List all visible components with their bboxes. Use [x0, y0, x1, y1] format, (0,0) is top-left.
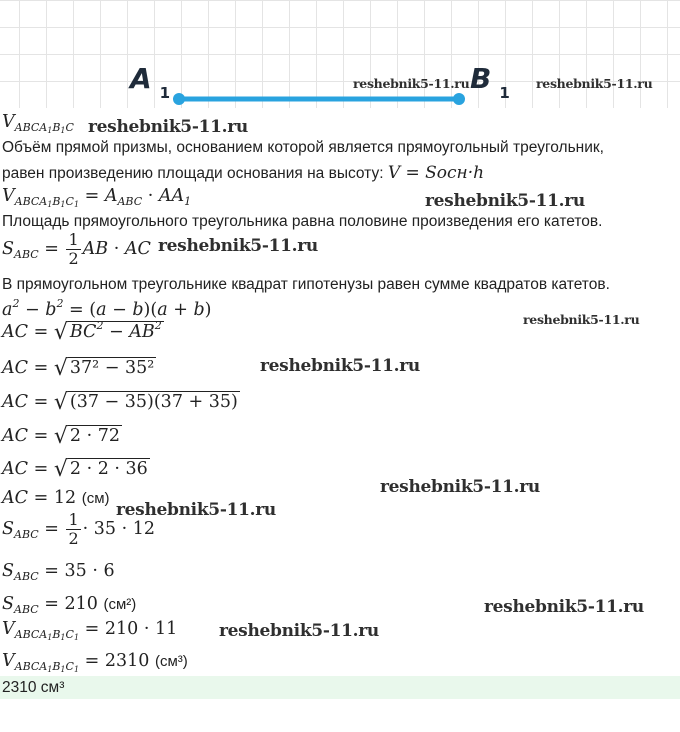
- point-b1-label: B 1: [470, 62, 510, 102]
- math-area-formula: $S_{ABC}$ = $\frac{1}{2}$ AB · AC: [2, 230, 151, 268]
- segment-a1b1: [0, 0, 680, 110]
- math-ac-result: AC = 12 (см): [2, 488, 110, 508]
- watermark: reshebnik5-11.ru: [260, 356, 420, 376]
- math-volume-equation: $V_{ABCA_1B_1C_1} = A_{ABC} \cdot AA_1$: [2, 186, 192, 209]
- watermark: reshebnik5-11.ru: [484, 597, 644, 617]
- watermark: reshebnik5-11.ru: [88, 117, 248, 137]
- watermark: reshebnik5-11.ru: [116, 500, 276, 520]
- math-area-step2: $S_{ABC} = 35 \cdot 6$: [2, 561, 115, 583]
- watermark: reshebnik5-11.ru: [425, 191, 585, 211]
- math-volume-result: $V_{ABCA_1B_1C_1} = 2310$ (см³): [2, 651, 188, 674]
- math-area-result: $S_{ABC} = 210$ (см²): [2, 594, 137, 616]
- answer-text: 2310 см³: [2, 679, 65, 696]
- math-ac-step-prod2: AC = √ 2 · 2 · 36: [2, 457, 148, 482]
- math-ac-step-diff: AC = √ (37 − 35)(37 + 35): [2, 390, 238, 415]
- watermark: reshebnik5-11.ru: [523, 312, 640, 327]
- math-diff-squares: $a^2 - b^2 = (a - b)(a + b)$: [2, 297, 212, 320]
- watermark: reshebnik5-11.ru: [353, 76, 470, 91]
- text-triangle-area: Площадь прямоугольного треугольника равна половине произведения его катетов.: [2, 213, 603, 230]
- watermark: reshebnik5-11.ru: [536, 76, 653, 91]
- math-ac-formula: AC = √ $BC^2 - AB^2$: [2, 319, 162, 345]
- watermark: reshebnik5-11.ru: [219, 621, 379, 641]
- math-volume-formula: V = Sосн·h: [387, 163, 485, 183]
- math-volume-step: $V_{ABCA_1B_1C_1} = 210 \cdot 11$: [2, 619, 178, 642]
- math-volume-label: $V_{ABCA_1B_1C}$: [2, 112, 74, 135]
- math-ac-step-prod: AC = √ 2 · 72: [2, 424, 120, 449]
- text-prism-volume: Объём прямой призмы, основанием которой является прямоугольный треугольник,: [2, 139, 604, 156]
- math-area-step1: $S_{ABC}$ = $\frac{1}{2}$ · 35 · 12: [2, 510, 156, 548]
- answer-bar: [0, 676, 680, 699]
- point-a1-label: A 1: [130, 62, 171, 102]
- text-prism-volume-cont: равен произведению площади основания на высоту: V = Sосн·h: [2, 163, 485, 183]
- text-pythagoras: В прямоугольном треугольнике квадрат гипотенузы равен сумме квадратов катетов.: [2, 276, 610, 293]
- watermark: reshebnik5-11.ru: [380, 477, 540, 497]
- watermark: reshebnik5-11.ru: [158, 236, 318, 256]
- math-ac-step-squares: AC = √ 37² − 35²: [2, 356, 155, 381]
